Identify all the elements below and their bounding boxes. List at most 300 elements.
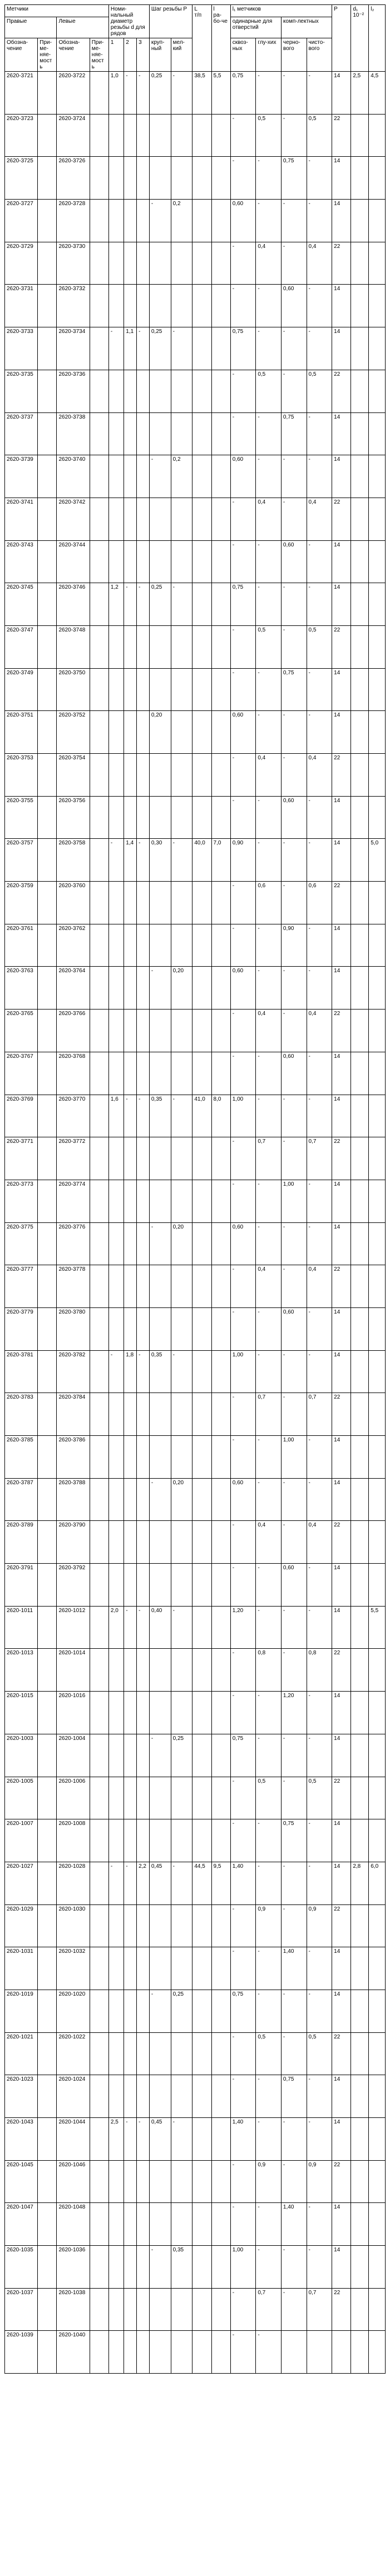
table-cell (211, 455, 230, 498)
table-cell (137, 1478, 150, 1521)
table-cell (124, 754, 137, 797)
table-cell: 22 (332, 882, 351, 924)
table-cell: 0,60 (230, 711, 256, 754)
table-cell: 0,2 (171, 200, 192, 242)
table-cell (124, 1222, 137, 1265)
table-cell (351, 754, 369, 797)
table-cell (90, 1521, 108, 1564)
table-cell: 5,5 (369, 1606, 386, 1649)
table-row (5, 839, 386, 882)
table-cell: 2620-3766 (57, 1009, 90, 1052)
table-cell (124, 1649, 137, 1692)
table-cell: - (108, 327, 124, 370)
table-cell: - (307, 668, 332, 711)
table-cell (369, 711, 386, 754)
table-row (5, 1692, 386, 1734)
table-cell (211, 2118, 230, 2161)
table-cell: - (256, 583, 282, 626)
table-cell (137, 1990, 150, 2032)
header-L-label: L (194, 6, 198, 12)
table-cell (38, 882, 57, 924)
table-cell (211, 1478, 230, 1521)
table-cell (38, 1692, 57, 1734)
table-cell (149, 1137, 171, 1180)
table-cell (192, 157, 211, 200)
table-cell (38, 412, 57, 455)
table-cell: - (281, 2118, 307, 2161)
table-cell: 1,00 (281, 1180, 307, 1222)
table-cell: - (281, 242, 307, 285)
table-cell (124, 2246, 137, 2289)
table-cell (90, 796, 108, 839)
table-cell: - (108, 839, 124, 882)
table-cell (137, 2075, 150, 2118)
table-cell (211, 1649, 230, 1692)
table-cell (124, 1180, 137, 1222)
table-cell: - (307, 412, 332, 455)
table-cell (137, 2160, 150, 2203)
table-cell (369, 1265, 386, 1308)
table-cell (124, 242, 137, 285)
table-cell (38, 1947, 57, 1990)
table-cell: 22 (332, 754, 351, 797)
table-cell: 2620-1023 (5, 2075, 38, 2118)
table-cell: 14 (332, 2075, 351, 2118)
table-cell (124, 285, 137, 327)
table-cell: 2620-3792 (57, 1564, 90, 1607)
table-cell: - (256, 2203, 282, 2246)
table-cell: 0,5 (256, 114, 282, 157)
table-cell (90, 583, 108, 626)
table-cell (124, 157, 137, 200)
table-cell: - (281, 200, 307, 242)
header-nominal-diameter: Номи-нальный диаметр резьбы d для рядов (108, 5, 149, 38)
table-row (5, 1947, 386, 1990)
table-cell: 2620-1032 (57, 1947, 90, 1990)
table-cell (38, 1478, 57, 1521)
table-cell (90, 2288, 108, 2331)
table-cell (137, 668, 150, 711)
table-cell: - (281, 1734, 307, 1777)
table-cell: - (281, 2032, 307, 2075)
table-cell: 0,8 (256, 1649, 282, 1692)
table-cell: 14 (332, 711, 351, 754)
table-cell (351, 1137, 369, 1180)
table-cell (90, 967, 108, 1009)
table-cell: - (256, 1692, 282, 1734)
table-row (5, 2331, 386, 2374)
table-cell: 14 (332, 1478, 351, 1521)
table-cell (90, 2331, 108, 2374)
table-cell (137, 2246, 150, 2289)
table-cell: 0,9 (256, 1904, 282, 1947)
table-cell: 0,60 (230, 200, 256, 242)
table-cell (332, 2331, 351, 2374)
table-cell: 2620-1030 (57, 1904, 90, 1947)
table-cell (351, 370, 369, 412)
table-cell (38, 1265, 57, 1308)
table-cell (124, 114, 137, 157)
table-cell: - (230, 1009, 256, 1052)
table-cell: - (307, 2203, 332, 2246)
table-row (5, 2203, 386, 2246)
table-cell (351, 711, 369, 754)
table-cell (171, 242, 192, 285)
table-cell: 14 (332, 1692, 351, 1734)
table-cell: - (230, 1904, 256, 1947)
table-cell: - (281, 1649, 307, 1692)
table-cell: 0,60 (230, 1222, 256, 1265)
table-cell (351, 796, 369, 839)
table-cell: 2620-3757 (5, 839, 38, 882)
table-cell (351, 285, 369, 327)
table-cell (351, 1947, 369, 1990)
table-cell: 2620-3787 (5, 1478, 38, 1521)
table-cell (192, 455, 211, 498)
table-cell: 2620-3745 (5, 583, 38, 626)
table-cell (351, 1095, 369, 1137)
table-cell: 2620-3756 (57, 796, 90, 839)
table-cell (211, 924, 230, 967)
table-cell: 0,5 (256, 625, 282, 668)
table-cell: - (307, 1350, 332, 1393)
table-cell (211, 1606, 230, 1649)
table-cell (90, 1819, 108, 1862)
table-cell (90, 114, 108, 157)
table-cell (171, 1265, 192, 1308)
table-cell: 2620-3758 (57, 839, 90, 882)
table-cell (137, 498, 150, 540)
table-cell: 2620-3764 (57, 967, 90, 1009)
table-cell (38, 327, 57, 370)
table-cell (192, 2246, 211, 2289)
table-cell (192, 924, 211, 967)
table-cell: 0,7 (307, 2288, 332, 2331)
table-cell (369, 1734, 386, 1777)
table-cell: 22 (332, 1521, 351, 1564)
table-cell (149, 1265, 171, 1308)
table-cell (369, 412, 386, 455)
table-cell (108, 2075, 124, 2118)
table-row (5, 327, 386, 370)
table-cell: 2620-3737 (5, 412, 38, 455)
table-cell (369, 157, 386, 200)
header-l1: l₁ (232, 6, 236, 12)
table-cell: - (171, 72, 192, 115)
table-cell (124, 1393, 137, 1436)
table-cell: 2620-1014 (57, 1649, 90, 1692)
table-cell: 2620-3740 (57, 455, 90, 498)
table-cell: 22 (332, 1649, 351, 1692)
table-cell: 0,75 (230, 72, 256, 115)
table-cell: 2620-3730 (57, 242, 90, 285)
table-row (5, 285, 386, 327)
table-cell (149, 1180, 171, 1222)
table-cell (90, 1009, 108, 1052)
header-l1-metchikov (230, 5, 332, 17)
table-cell: - (281, 1862, 307, 1904)
table-cell: 0,20 (171, 967, 192, 1009)
table-cell: - (230, 625, 256, 668)
table-cell: 2620-3789 (5, 1521, 38, 1564)
table-cell: 0,5 (307, 625, 332, 668)
table-cell: 1,00 (281, 1436, 307, 1479)
table-cell (38, 1734, 57, 1777)
table-cell (38, 796, 57, 839)
table-cell (171, 1904, 192, 1947)
table-row (5, 2075, 386, 2118)
table-cell (38, 2331, 57, 2374)
table-cell (369, 327, 386, 370)
table-cell (38, 200, 57, 242)
table-cell: 0,25 (171, 1734, 192, 1777)
table-cell (369, 1180, 386, 1222)
table-cell: 2620-1037 (5, 2288, 38, 2331)
table-cell (192, 1692, 211, 1734)
table-cell (149, 2160, 171, 2203)
table-cell: - (124, 1606, 137, 1649)
table-cell (124, 1009, 137, 1052)
header-row-2: 2 (124, 38, 137, 72)
table-cell: - (256, 1990, 282, 2032)
table-cell (124, 625, 137, 668)
table-cell (137, 1436, 150, 1479)
table-cell (149, 1819, 171, 1862)
table-cell: 0,75 (281, 2075, 307, 2118)
header-single: одинарные для отверстий (230, 17, 281, 38)
table-cell (149, 2288, 171, 2331)
table-cell (351, 1564, 369, 1607)
table-cell (124, 882, 137, 924)
table-cell: 2620-3770 (57, 1095, 90, 1137)
header-applicability-right: При-ме-няе-мост ь (38, 38, 57, 72)
table-cell (171, 924, 192, 967)
table-row (5, 1222, 386, 1265)
table-cell (211, 498, 230, 540)
table-cell: - (256, 157, 282, 200)
table-cell (38, 1819, 57, 1862)
table-cell (149, 1307, 171, 1350)
table-cell (108, 1990, 124, 2032)
table-cell (369, 2075, 386, 2118)
table-cell (38, 242, 57, 285)
table-cell (90, 157, 108, 200)
table-cell (108, 796, 124, 839)
table-cell: - (230, 1052, 256, 1095)
table-cell (108, 1649, 124, 1692)
table-cell (211, 668, 230, 711)
table-cell: - (230, 1649, 256, 1692)
header-right: Правые (5, 17, 57, 38)
table-cell: 2620-1003 (5, 1734, 38, 1777)
table-cell (108, 157, 124, 200)
table-cell (192, 1307, 211, 1350)
table-cell (137, 754, 150, 797)
table-cell: 1,00 (230, 1350, 256, 1393)
table-cell (351, 1393, 369, 1436)
table-cell (171, 1180, 192, 1222)
table-cell: - (230, 1692, 256, 1734)
table-cell (192, 2331, 211, 2374)
table-cell (171, 2075, 192, 2118)
table-cell: 1,20 (230, 1606, 256, 1649)
table-cell: 2620-3790 (57, 1521, 90, 1564)
table-cell (211, 1393, 230, 1436)
table-cell (90, 2160, 108, 2203)
table-cell: 0,75 (230, 1990, 256, 2032)
table-cell (124, 1265, 137, 1308)
table-cell (369, 285, 386, 327)
table-cell (108, 1947, 124, 1990)
table-cell (369, 1692, 386, 1734)
table-cell: - (307, 967, 332, 1009)
table-cell: 2620-1045 (5, 2160, 38, 2203)
table-cell (38, 2203, 57, 2246)
table-cell: 1,0 (108, 72, 124, 115)
table-cell: 14 (332, 412, 351, 455)
table-cell: - (281, 455, 307, 498)
table-cell (369, 1393, 386, 1436)
table-cell (171, 1692, 192, 1734)
header-designation-right: Обозна-чение (5, 38, 38, 72)
table-cell: 0,75 (281, 157, 307, 200)
table-cell (90, 1947, 108, 1990)
table-row (5, 924, 386, 967)
table-cell (137, 2032, 150, 2075)
table-cell: 0,5 (307, 2032, 332, 2075)
table-cell: - (307, 924, 332, 967)
table-cell: - (230, 2203, 256, 2246)
table-cell: 2620-3783 (5, 1393, 38, 1436)
table-cell: 0,6 (307, 882, 332, 924)
table-cell (192, 114, 211, 157)
table-cell (108, 1180, 124, 1222)
table-cell: - (230, 1947, 256, 1990)
table-row (5, 1564, 386, 1607)
table-cell: 2620-3744 (57, 540, 90, 583)
table-row (5, 1009, 386, 1052)
table-cell (90, 1862, 108, 1904)
table-cell: 0,75 (281, 1819, 307, 1862)
table-cell (108, 1052, 124, 1095)
table-cell (90, 1649, 108, 1692)
table-cell (192, 242, 211, 285)
table-cell: 2620-1039 (5, 2331, 38, 2374)
table-cell: 0,5 (307, 370, 332, 412)
table-cell: - (281, 1095, 307, 1137)
table-cell (351, 1350, 369, 1393)
table-cell (192, 1180, 211, 1222)
table-row (5, 157, 386, 200)
table-cell (149, 1649, 171, 1692)
table-cell: - (307, 200, 332, 242)
table-row (5, 1990, 386, 2032)
table-cell (108, 2246, 124, 2289)
table-cell: 1,4 (124, 839, 137, 882)
table-cell (90, 2246, 108, 2289)
table-cell (38, 754, 57, 797)
table-cell: 0,40 (149, 1606, 171, 1649)
header-d1 (351, 5, 369, 72)
table-cell: - (307, 711, 332, 754)
table-cell (192, 2118, 211, 2161)
table-cell: 2620-1048 (57, 2203, 90, 2246)
table-cell: - (256, 2331, 282, 2374)
table-cell: - (256, 668, 282, 711)
table-cell (351, 2032, 369, 2075)
table-cell (149, 1436, 171, 1479)
table-cell (124, 1947, 137, 1990)
table-cell (38, 540, 57, 583)
table-cell: 2620-3753 (5, 754, 38, 797)
table-cell: 14 (332, 1350, 351, 1393)
table-cell (369, 668, 386, 711)
table-cell: 0,4 (256, 498, 282, 540)
table-cell: - (230, 2032, 256, 2075)
table-cell (137, 1265, 150, 1308)
table-cell: 2620-1013 (5, 1649, 38, 1692)
table-cell: - (307, 1180, 332, 1222)
table-cell (38, 1564, 57, 1607)
table-cell (192, 668, 211, 711)
table-cell (171, 157, 192, 200)
table-cell (369, 1009, 386, 1052)
table-cell (369, 2032, 386, 2075)
table-cell: - (256, 1478, 282, 1521)
table-cell (38, 1393, 57, 1436)
table-cell: 1,8 (124, 1350, 137, 1393)
table-cell (38, 1436, 57, 1479)
table-cell: - (171, 327, 192, 370)
table-row (5, 200, 386, 242)
table-cell: 6,0 (369, 1862, 386, 1904)
table-cell: 2620-3754 (57, 754, 90, 797)
table-cell (171, 1819, 192, 1862)
table-cell (211, 2075, 230, 2118)
table-cell (149, 2203, 171, 2246)
header-row-1: 1 (108, 38, 124, 72)
table-cell (351, 583, 369, 626)
table-cell: 14 (332, 200, 351, 242)
table-cell: 2620-1024 (57, 2075, 90, 2118)
table-cell (149, 2331, 171, 2374)
table-cell (211, 754, 230, 797)
table-cell: 1,40 (281, 1947, 307, 1990)
table-cell (137, 796, 150, 839)
table-cell: 2620-1022 (57, 2032, 90, 2075)
table-cell (149, 1393, 171, 1436)
table-cell: 2620-1035 (5, 2246, 38, 2289)
table-row (5, 1777, 386, 1819)
table-cell: 14 (332, 839, 351, 882)
table-cell (351, 1265, 369, 1308)
table-cell (38, 583, 57, 626)
table-cell: 2620-3739 (5, 455, 38, 498)
table-cell (369, 1478, 386, 1521)
table-cell: 0,9 (256, 2160, 282, 2203)
table-cell (351, 625, 369, 668)
table-cell: 0,2 (171, 455, 192, 498)
table-cell: 2620-3755 (5, 796, 38, 839)
table-cell (108, 882, 124, 924)
table-cell (108, 668, 124, 711)
table-cell (90, 1095, 108, 1137)
table-cell: 14 (332, 924, 351, 967)
header-designation-left: Обозна-чение (57, 38, 90, 72)
table-cell: - (281, 1009, 307, 1052)
table-cell (124, 1521, 137, 1564)
table-cell (90, 1265, 108, 1308)
